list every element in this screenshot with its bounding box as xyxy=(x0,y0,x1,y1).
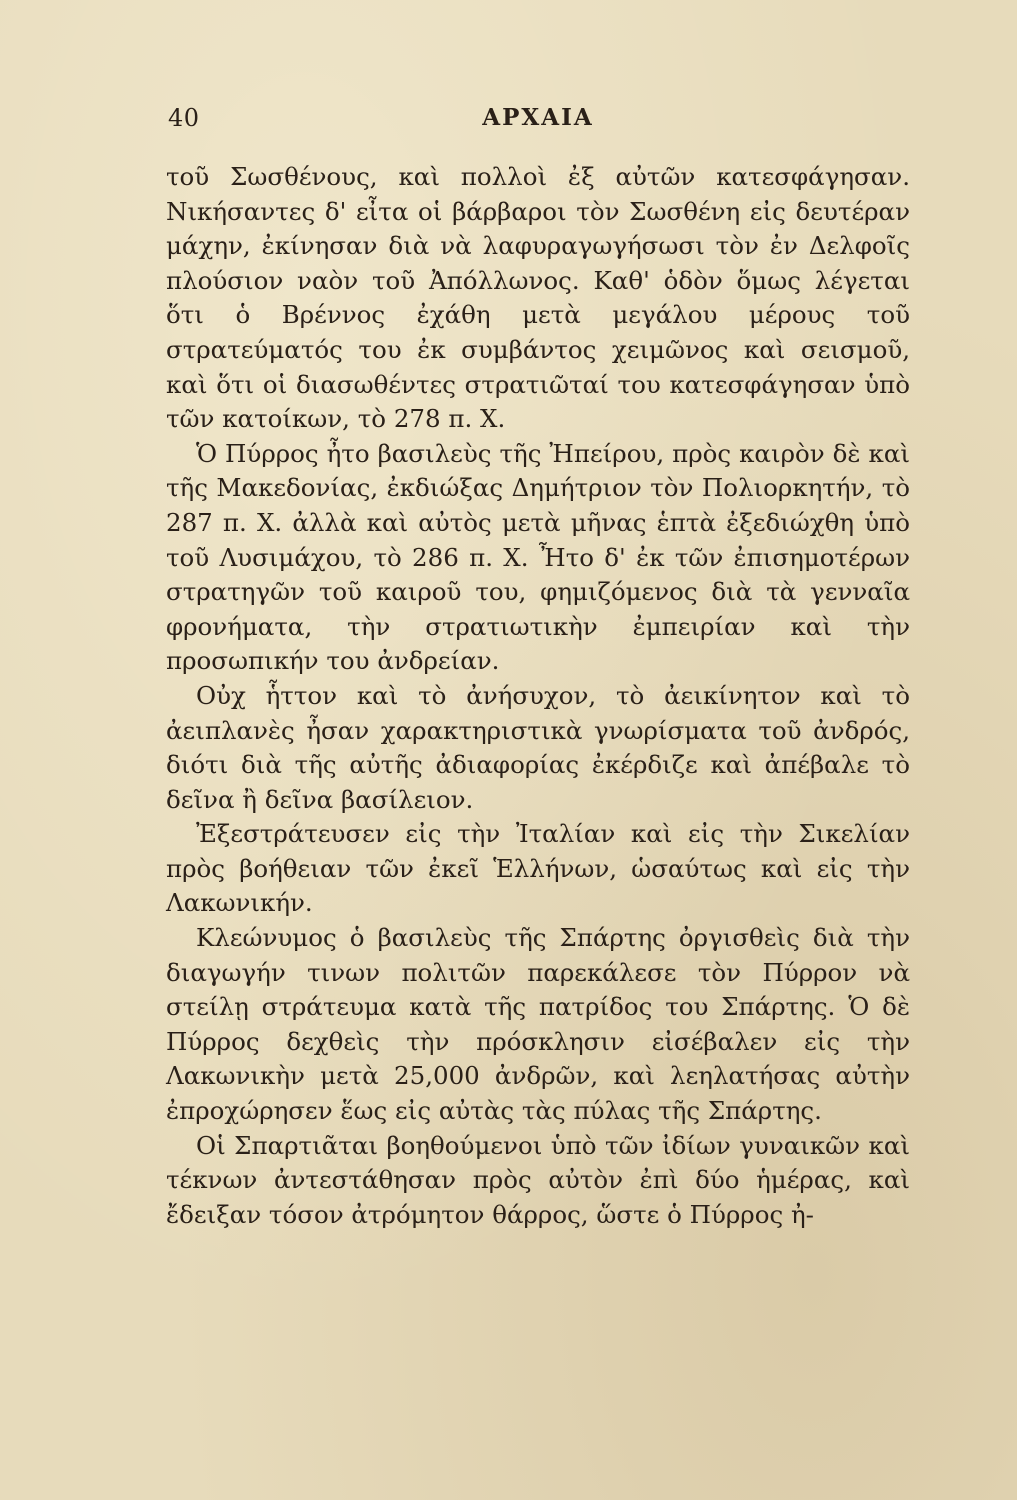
paragraph: τοῦ Σωσθένους, καὶ πολλοὶ ἐξ αὐτῶν κατεσφάγησαν. Νικήσαντες δ' εἶτα οἱ βάρβαροι τὸν Σωσθένη εἰς δευτέραν μάχην, ἐκίνησαν διὰ νὰ λαφυραγωγήσωσι τὸν ἐν Δελφοῖς πλούσιον ναὸν τοῦ Ἀπόλλωνος. Καθ' ὁδὸν ὅμως λέγεται ὅτι ὁ Βρέννος ἐχάθη μετὰ μεγάλου μέρους τοῦ στρατεύματός του ἐκ συμβάντος χειμῶνος καὶ σεισμοῦ, καὶ ὅτι οἱ διασωθέντες στρατιῶταί του κατεσφάγησαν ὑπὸ τῶν κατοίκων, τὸ 278 π. Χ. xyxy=(166,162,910,434)
page-header xyxy=(168,104,908,134)
running-head: ΑΡΧΑΙΑ xyxy=(482,104,594,131)
paragraph: Οἱ Σπαρτιᾶται βοηθούμενοι ὑπὸ τῶν ἰδίων γυναικῶν καὶ τέκνων ἀντεστάθησαν πρὸς αὐτὸν ἐπὶ δύο ἡμέρας, καὶ ἔδειξαν τόσον ἀτρόμητον θάρρος, ὥστε ὁ Πύρρος ἠ- xyxy=(166,1130,910,1229)
page-number: 40 xyxy=(168,104,200,132)
body-text xyxy=(166,160,910,1232)
paragraph: Ὁ Πύρρος ἦτο βασιλεὺς τῆς Ἠπείρου, πρὸς καιρὸν δὲ καὶ τῆς Μακεδονίας, ἐκδιώξας Δημήτριον τὸν Πολιορκητήν, τὸ 287 π. Χ. ἀλλὰ καὶ αὐτὸς μετὰ μῆνας ἑπτὰ ἐξεδιώχθη ὑπὸ τοῦ Λυσιμάχου, τὸ 286 π. Χ. Ἦτο δ' ἐκ τῶν ἐπισημοτέρων στρατηγῶν τοῦ καιροῦ του, φημιζόμενος διὰ τὰ γενναῖα φρονήματα, τὴν στρατιωτικὴν ἐμπειρίαν καὶ τὴν προσωπικήν του ἀνδρείαν. xyxy=(166,438,910,676)
paragraph: Οὐχ ἧττον καὶ τὸ ἀνήσυχον, τὸ ἀεικίνητον καὶ τὸ ἀειπλανὲς ἦσαν χαρακτηριστικὰ γνωρίσματα τοῦ ἀνδρός, διότι διὰ τῆς αὐτῆς ἀδιαφορίας ἐκέρδιζε καὶ ἀπέβαλε τὸ δεῖνα ἢ δεῖνα βασίλειον. xyxy=(166,680,910,814)
paragraph: Κλεώνυμος ὁ βασιλεὺς τῆς Σπάρτης ὀργισθεὶς διὰ τὴν διαγωγήν τινων πολιτῶν παρεκάλεσε τὸν Πύρρον νὰ στείλῃ στράτευμα κατὰ τῆς πατρίδος του Σπάρτης. Ὁ δὲ Πύρρος δεχθεὶς τὴν πρόσκλησιν εἰσέβαλεν εἰς τὴν Λακωνικὴν μετὰ 25,000 ἀνδρῶν, καὶ λεηλατήσας αὐτὴν ἐπροχώρησεν ἕως εἰς αὐτὰς τὰς πύλας τῆς Σπάρτης. xyxy=(166,923,910,1126)
paragraph: Ἐξεστράτευσεν εἰς τὴν Ἰταλίαν καὶ εἰς τὴν Σικελίαν πρὸς βοήθειαν τῶν ἐκεῖ Ἑλλήνων, ὡσαύτως καὶ εἰς τὴν Λακωνικήν. xyxy=(166,819,910,918)
